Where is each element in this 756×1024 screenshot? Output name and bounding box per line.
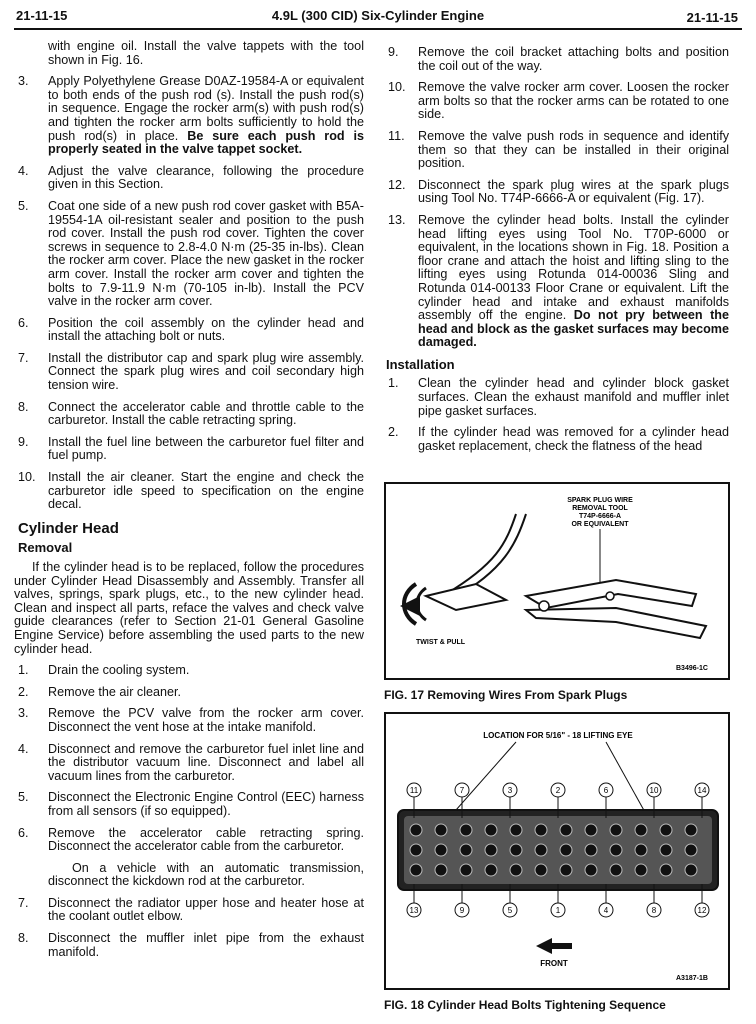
bolt-number: 1 bbox=[555, 906, 561, 915]
bolt-number: 13 bbox=[409, 906, 419, 915]
list-item bbox=[14, 75, 364, 157]
head-bore bbox=[460, 844, 472, 856]
subsection-title: Removal bbox=[18, 540, 73, 556]
head-bore bbox=[685, 824, 697, 836]
item-number: 7. bbox=[18, 350, 29, 365]
intro-paragraph: If the cylinder head is to be replaced, follow the procedures under Cylinder Head Disassembly and Assembly. Transfer all valves, springs, spark plugs, etc., to the new cylinder head. Clean and inspect all parts, reface the valves and check valve guide clearances (refer to Section 21-01 General Gasoline Engine Service) before assembling the used parts to the new cylinder head. bbox=[14, 560, 364, 656]
tool-pivot bbox=[539, 601, 549, 611]
item-number: 8. bbox=[18, 399, 29, 414]
head-bore bbox=[560, 824, 572, 836]
head-bore bbox=[410, 824, 422, 836]
lifting-eye-label: LOCATION FOR 5/16" - 18 LIFTING EYE bbox=[483, 731, 633, 740]
list-item bbox=[14, 686, 364, 700]
head-bore bbox=[435, 864, 447, 876]
item-number: 4. bbox=[18, 163, 29, 178]
bolt-number: 2 bbox=[555, 786, 561, 795]
head-bore bbox=[485, 824, 497, 836]
item-number: 9. bbox=[18, 434, 29, 449]
list-item bbox=[14, 707, 364, 734]
head-bore bbox=[585, 824, 597, 836]
item-number: 13. bbox=[388, 212, 406, 227]
header-section-right: 21-11-15 bbox=[686, 10, 738, 25]
item-number: 8. bbox=[18, 931, 29, 946]
list-item bbox=[384, 130, 729, 171]
head-bore bbox=[410, 864, 422, 876]
header-section-left: 21-11-15 bbox=[16, 8, 68, 23]
list-item bbox=[384, 426, 729, 453]
leader-line bbox=[603, 742, 646, 814]
list-item bbox=[14, 743, 364, 784]
item-text: Remove the valve rocker arm cover. Loosen the rocker arm bolts so that the rocker arms can be rotated to one side. bbox=[418, 80, 729, 122]
spark-plug-tool-illustration bbox=[386, 484, 728, 678]
item-text: Disconnect and remove the carburetor fuel inlet line and the distributor vacuum line. Disconnect and label all vacuum lines from the carburetor. bbox=[48, 741, 364, 783]
bolt-number: 3 bbox=[507, 786, 513, 795]
item-text: Install the fuel line between the carburetor fuel filter and fuel pump. bbox=[48, 434, 364, 463]
list-item bbox=[14, 317, 364, 344]
item-text: Remove the valve push rods in sequence and identify them so that they can be installed in their original position. bbox=[418, 128, 729, 171]
head-bore bbox=[660, 844, 672, 856]
figure-17 bbox=[384, 482, 730, 680]
list-item bbox=[14, 165, 364, 192]
list-item bbox=[14, 40, 364, 67]
section-title: Cylinder Head bbox=[18, 519, 119, 537]
list-item bbox=[14, 200, 364, 309]
head-bore bbox=[585, 864, 597, 876]
bolt-number: 12 bbox=[697, 906, 707, 915]
bolt-number: 9 bbox=[459, 906, 465, 915]
list-item bbox=[14, 897, 364, 924]
item-text: Disconnect the Electronic Engine Control (EEC) harness from all sensors (if so equipped). bbox=[48, 790, 364, 818]
item-text: Apply Polyethylene Grease D0AZ-19584-A or equivalent to both ends of the push rod (s). Install the push rod(s) in sequence. Engage the rocker arm(s) with push rod(s) and tighten the rocker arm bolts sufficiently to hold the push rod(s) in place. bbox=[48, 74, 364, 143]
bolt-number: 11 bbox=[409, 786, 419, 795]
item-number: 2. bbox=[388, 425, 399, 440]
list-item bbox=[384, 179, 729, 206]
bolt-number: 6 bbox=[603, 786, 609, 795]
head-bore bbox=[485, 844, 497, 856]
item-text: Remove the coil bracket attaching bolts and position the coil out of the way. bbox=[418, 45, 729, 73]
item-number: 12. bbox=[388, 177, 406, 192]
item-text: Clean the cylinder head and cylinder block gasket surfaces. Clean the exhaust manifold and muffler inlet pipe gasket surfaces. bbox=[418, 376, 729, 418]
head-bore bbox=[435, 844, 447, 856]
item-number: 5. bbox=[18, 198, 29, 213]
item-text: Remove the cylinder head bolts. Install the cylinder head lifting eyes using Tool No. T70P-6000 or equivalent, in the locations shown in Fig. 18. Position a floor crane and attach the hoist and lifting sling to the lifting eyes using Rotunda 014-00036 Sling and Rotunda 014-00133 Floor Crane or equivalent. Lift the cylinder head and intake and exhaust manifolds assembly off the engine. bbox=[418, 212, 729, 323]
head-bore bbox=[560, 844, 572, 856]
figure-code: B3496-1C bbox=[676, 665, 708, 672]
twist-pull-label: TWIST & PULL bbox=[416, 639, 465, 646]
plug-wire bbox=[446, 514, 516, 594]
figure-17-caption: FIG. 17 Removing Wires From Spark Plugs bbox=[384, 688, 628, 702]
item-warning: Be sure each push rod is properly seated in the valve tappet socket. bbox=[48, 128, 364, 157]
list-item bbox=[384, 377, 729, 418]
item-text: Disconnect the spark plug wires at the spark plugs using Tool No. T74P-6666-A or equivalent (Fig. 17). bbox=[418, 177, 729, 206]
note-paragraph: On a vehicle with an automatic transmission, disconnect the kickdown rod at the carburetor. bbox=[48, 860, 364, 889]
item-text: Position the coil assembly on the cylinder head and install the attaching bolt or nuts. bbox=[48, 315, 364, 344]
head-bore bbox=[660, 864, 672, 876]
list-item bbox=[14, 827, 364, 854]
list-item bbox=[384, 46, 729, 73]
item-number: 4. bbox=[18, 741, 29, 756]
head-bore bbox=[410, 844, 422, 856]
front-label: FRONT bbox=[540, 959, 568, 968]
item-number: 2. bbox=[18, 684, 29, 699]
item-text: with engine oil. Install the valve tappets with the tool shown in Fig. 16. bbox=[48, 39, 364, 67]
item-number: 7. bbox=[18, 895, 29, 910]
head-bore bbox=[660, 824, 672, 836]
head-bore bbox=[585, 844, 597, 856]
tool-label-line2: REMOVAL TOOL bbox=[572, 505, 628, 512]
list-item bbox=[14, 932, 364, 959]
head-bore bbox=[535, 844, 547, 856]
right-column bbox=[384, 46, 729, 461]
item-number: 1. bbox=[18, 663, 29, 678]
item-text: Coat one side of a new push rod cover gasket with B5A-19554-1A oil-resistant sealer and position to the push rod cover. Install the push rod cover. Tighten the cover screws in sequence to 2.8-4.0 N·m (25-35 in-lbs). Clean the rocker arm cover. Place the new gasket in the rocker arm cover. Install the rocker arm cover and tighten the bolts to 7.9-11.9 N·m (70-105 in-lb). Install the PCV valve in the rocker arm cover. bbox=[48, 198, 364, 309]
list-item bbox=[14, 352, 364, 393]
head-bore bbox=[635, 864, 647, 876]
item-text: Install the air cleaner. Start the engine and check the carburetor idle speed to specification on the engine decal. bbox=[48, 470, 364, 512]
left-column bbox=[14, 40, 364, 967]
item-text: Remove the accelerator cable retracting spring. Disconnect the accelerator cable from the carburetor. bbox=[48, 825, 364, 854]
bolt-number: 7 bbox=[459, 786, 465, 795]
item-number: 10. bbox=[388, 80, 406, 95]
head-bore bbox=[535, 864, 547, 876]
item-number: 6. bbox=[18, 825, 29, 840]
item-text: Install the distributor cap and spark plug wire assembly. Connect the spark plug wires and coil secondary high tension wire. bbox=[48, 350, 364, 393]
figure-18 bbox=[384, 712, 730, 990]
head-bore bbox=[635, 844, 647, 856]
head-bore bbox=[460, 824, 472, 836]
item-text: Disconnect the muffler inlet pipe from the exhaust manifold. bbox=[48, 931, 364, 959]
item-number: 6. bbox=[18, 315, 29, 330]
head-bore bbox=[610, 864, 622, 876]
tool-label-line3: T74P-6666-A bbox=[578, 513, 622, 520]
plug-boot bbox=[426, 584, 506, 610]
bolt-number: 14 bbox=[697, 786, 707, 795]
head-bore bbox=[685, 844, 697, 856]
tool-label-line4: OR EQUIVALENT bbox=[571, 521, 629, 528]
page-header bbox=[14, 6, 742, 30]
item-text: Drain the cooling system. bbox=[48, 663, 190, 678]
head-bore bbox=[635, 824, 647, 836]
item-text: If the cylinder head was removed for a cylinder head gasket replacement, check the flatness of the head bbox=[418, 425, 729, 453]
head-bore bbox=[560, 864, 572, 876]
item-number: 10. bbox=[18, 470, 36, 485]
subsection-title: Installation bbox=[386, 356, 455, 372]
header-title: 4.9L (300 CID) Six-Cylinder Engine bbox=[271, 8, 485, 23]
head-bore bbox=[610, 844, 622, 856]
item-text: Remove the PCV valve from the rocker arm cover. Disconnect the vent hose at the intake manifold. bbox=[48, 706, 364, 734]
tool-handle-lower bbox=[526, 608, 706, 638]
head-bore bbox=[485, 864, 497, 876]
head-bore bbox=[510, 864, 522, 876]
item-text: Adjust the valve clearance, following the procedure given in this Section. bbox=[48, 163, 364, 192]
bolt-number: 10 bbox=[649, 786, 659, 795]
tool-pivot bbox=[606, 592, 614, 600]
cylinder-head-illustration bbox=[386, 714, 728, 988]
item-text: Connect the accelerator cable and throttle cable to the carburetor. Install the cable retracting spring. bbox=[48, 399, 364, 428]
figure-code: A3187-1B bbox=[676, 975, 708, 982]
bolt-number: 8 bbox=[651, 906, 657, 915]
list-item bbox=[384, 81, 729, 122]
list-item bbox=[14, 791, 364, 818]
head-bore bbox=[510, 844, 522, 856]
front-arrow-icon bbox=[536, 938, 572, 954]
item-number: 3. bbox=[18, 74, 29, 89]
head-bore bbox=[685, 864, 697, 876]
head-bore bbox=[610, 824, 622, 836]
list-item bbox=[14, 664, 364, 678]
item-number: 3. bbox=[18, 706, 29, 721]
list-item bbox=[14, 436, 364, 463]
tool-label-line1: SPARK PLUG WIRE bbox=[567, 497, 633, 504]
head-bore bbox=[535, 824, 547, 836]
item-number: 11. bbox=[388, 128, 405, 143]
head-bore bbox=[510, 824, 522, 836]
list-item bbox=[384, 214, 729, 350]
list-item bbox=[14, 401, 364, 428]
head-bore bbox=[460, 864, 472, 876]
item-number: 9. bbox=[388, 45, 399, 59]
head-bore bbox=[435, 824, 447, 836]
item-number: 1. bbox=[388, 376, 399, 391]
item-text: Disconnect the radiator upper hose and heater hose at the coolant outlet elbow. bbox=[48, 895, 364, 924]
bolt-number: 5 bbox=[507, 906, 513, 915]
plug-wire bbox=[454, 514, 526, 598]
item-number: 5. bbox=[18, 790, 29, 805]
leader-line bbox=[456, 742, 516, 810]
item-text: Remove the air cleaner. bbox=[48, 684, 182, 699]
bolt-number: 4 bbox=[603, 906, 609, 915]
list-item bbox=[14, 471, 364, 512]
item-warning: Do not pry between the head and block as the gasket surfaces may become damaged. bbox=[418, 308, 729, 350]
figure-18-caption: FIG. 18 Cylinder Head Bolts Tightening Sequence bbox=[384, 998, 666, 1012]
